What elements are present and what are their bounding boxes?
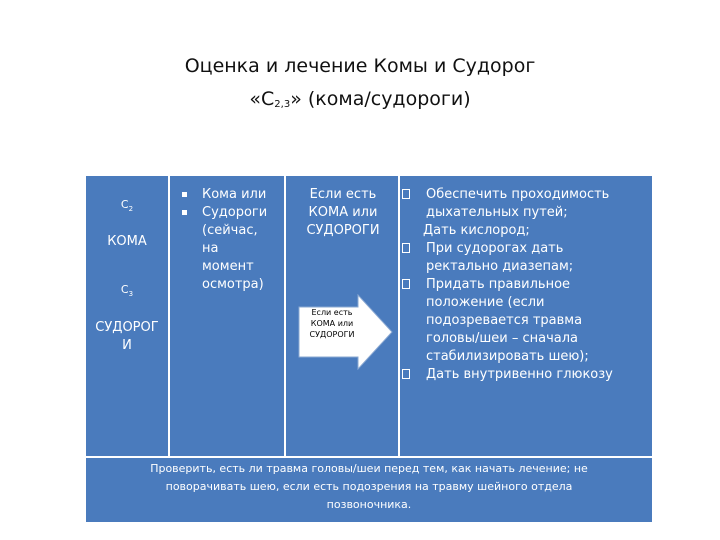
column-divider xyxy=(398,176,400,457)
action-line: ректально диазепам; xyxy=(426,259,574,274)
condition-if-column xyxy=(288,186,398,240)
seizure-label-line-2: И xyxy=(122,338,132,354)
sign-line: (сейчас, xyxy=(202,223,258,238)
slide-title xyxy=(0,50,720,121)
title-line-2-prefix: «С xyxy=(249,88,275,110)
placeholder-bullet-icon xyxy=(402,279,410,289)
warning-line: Проверить, есть ли травма головы/шеи перед тем, как начать лечение; не xyxy=(150,462,588,475)
placeholder-bullet-icon xyxy=(402,369,410,379)
sign-line: Судороги xyxy=(202,205,268,220)
coma-code xyxy=(86,196,168,218)
sign-list-item xyxy=(172,186,282,204)
square-bullet-icon xyxy=(182,192,187,197)
title-line-2-suffix: » (кома/судороги) xyxy=(290,88,471,110)
arrow-label-line: Если есть xyxy=(311,308,353,317)
sign-line: на xyxy=(202,241,219,256)
seizure-code-sub: 3 xyxy=(128,290,134,299)
signs-column xyxy=(172,186,282,294)
title-line-1: Оценка и лечение Комы и Судорог xyxy=(184,55,536,77)
arrow-label-line: СУДОРОГИ xyxy=(309,330,355,339)
seizure-label-line-1: СУДОРОГ xyxy=(95,320,159,336)
action-line: При судорогах дать xyxy=(426,241,564,256)
sign-list-item xyxy=(172,204,282,294)
action-line: положение (если xyxy=(426,295,545,310)
warning-line: позвоночника. xyxy=(326,498,412,511)
condition-column xyxy=(86,196,168,355)
treatment-table xyxy=(86,176,652,522)
sign-line: осмотра) xyxy=(202,277,264,292)
coma-label: КОМА xyxy=(107,234,147,250)
action-item xyxy=(402,186,650,222)
action-item xyxy=(402,276,650,366)
sign-line: Кома или xyxy=(202,187,267,202)
action-item xyxy=(402,240,650,276)
action-line: Придать правильное xyxy=(426,277,571,292)
condition-line: СУДОРОГИ xyxy=(306,223,380,238)
coma-code-letter: С xyxy=(120,198,129,211)
placeholder-bullet-icon xyxy=(402,243,410,253)
coma-code-sub: 2 xyxy=(128,205,134,214)
action-line: дыхательных путей; xyxy=(426,205,568,220)
condition-line: КОМА или xyxy=(308,205,378,220)
seizure-code-letter: С xyxy=(120,283,129,297)
condition-line: Если есть xyxy=(309,187,377,202)
placeholder-bullet-icon xyxy=(402,189,410,199)
title-line-2-subscript: 2,3 xyxy=(274,99,291,110)
row-divider xyxy=(86,456,652,458)
action-line: стабилизировать шею); xyxy=(426,349,589,364)
seizure-code xyxy=(86,281,168,303)
sign-line: момент xyxy=(202,259,254,274)
action-line: Дать внутривенно глюкозу xyxy=(426,367,613,382)
title-line-2 xyxy=(0,83,720,121)
warning-line: поворачивать шею, если есть подозрения на травму шейного отдела xyxy=(165,480,573,493)
treatment-actions-column xyxy=(402,186,650,384)
action-item xyxy=(402,222,650,240)
action-line: Обеспечить проходимость xyxy=(426,187,610,202)
arrow-label xyxy=(286,307,378,340)
column-divider xyxy=(168,176,170,457)
signs-list xyxy=(172,186,282,294)
action-line: Дать кислород; xyxy=(423,223,530,238)
action-line: подозревается травма xyxy=(426,313,583,328)
action-item xyxy=(402,366,650,384)
action-line: головы/шеи – сначала xyxy=(426,331,578,346)
warning-note xyxy=(94,460,644,514)
arrow-label-line: КОМА или xyxy=(310,319,354,328)
square-bullet-icon xyxy=(182,210,187,215)
